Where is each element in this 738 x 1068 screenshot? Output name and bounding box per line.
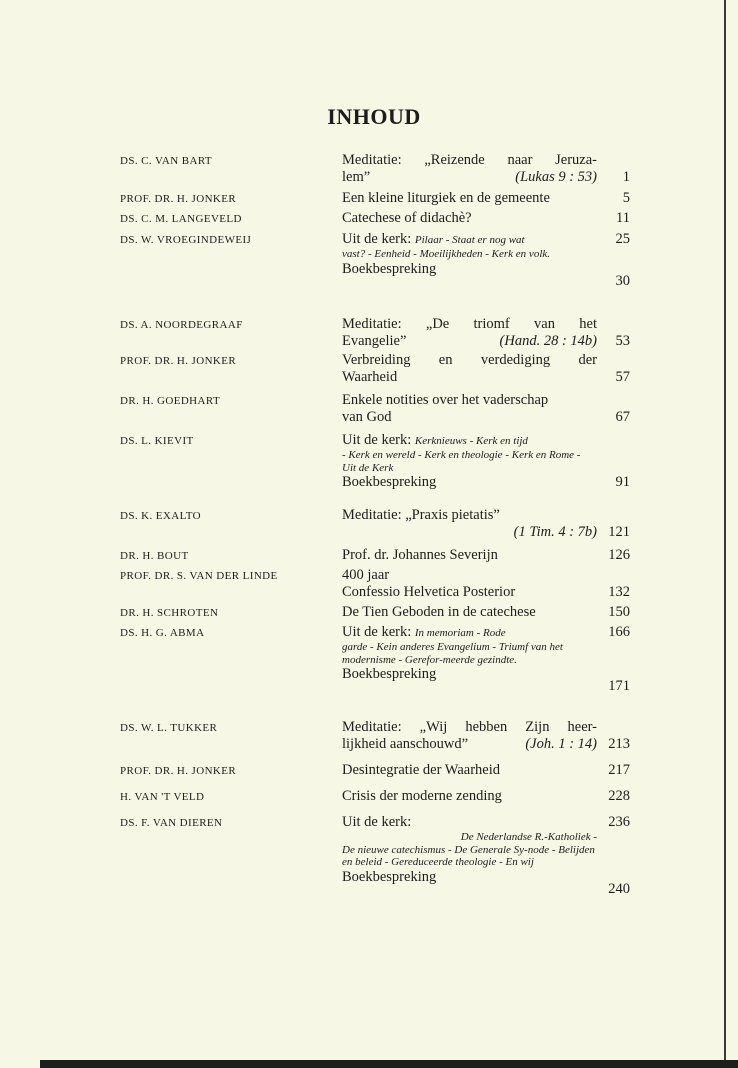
toc-title-line: Waarheid bbox=[342, 369, 398, 385]
toc-section-label: Uit de kerk: bbox=[342, 814, 412, 830]
page-bottom-edge bbox=[40, 1060, 738, 1068]
toc-title bbox=[342, 352, 597, 386]
toc-entry bbox=[120, 210, 630, 227]
toc-page-number: 166 171 bbox=[608, 624, 630, 694]
toc-topics: vast? - Eenheid - Moeilijkheden - Kerk en volk. bbox=[342, 248, 551, 260]
toc-title bbox=[342, 624, 597, 683]
toc-book-review: Boekbespreking bbox=[342, 474, 437, 490]
toc-author: DS. W. L. TUKKER bbox=[120, 722, 218, 734]
toc-topics: - Kerk en wereld - Kerk en theologie - Kerk en Rome - Uit de Kerk bbox=[342, 449, 581, 474]
toc-title-line: Enkele notities over het vaderschap bbox=[342, 392, 549, 408]
toc-title-line: Verbreiding en verdediging der bbox=[342, 352, 597, 368]
toc-reference: (Lukas 9 : 53) bbox=[515, 169, 597, 185]
toc-author: DS. K. EXALTO bbox=[120, 510, 201, 522]
toc-entry bbox=[120, 788, 630, 805]
toc-author: DS. H. G. ABMA bbox=[120, 627, 205, 639]
toc-page-number: 213 bbox=[608, 736, 630, 752]
toc-title bbox=[342, 231, 597, 278]
toc-author: DS. F. VAN DIEREN bbox=[120, 817, 223, 829]
toc-entry bbox=[120, 719, 630, 753]
toc-title bbox=[342, 316, 597, 350]
toc-page-number: 132 bbox=[608, 584, 630, 600]
toc-author: PROF. DR. H. JONKER bbox=[120, 355, 237, 367]
toc-title-line: Meditatie: „Praxis pietatis” bbox=[342, 507, 500, 523]
toc-section-label: Uit de kerk: bbox=[342, 624, 412, 640]
toc-page-number: 126 bbox=[608, 547, 630, 563]
toc-entry bbox=[120, 814, 630, 898]
toc-author: DR. H. SCHROTEN bbox=[120, 607, 219, 619]
toc-title bbox=[342, 507, 597, 541]
toc-title-line: lem” bbox=[342, 169, 371, 185]
toc-entry bbox=[120, 392, 630, 426]
toc-topics: In memoriam - Rode bbox=[414, 627, 506, 639]
toc-title-line: van God bbox=[342, 409, 392, 425]
toc-page-number: 121 bbox=[608, 524, 630, 540]
toc-author: PROF. DR. H. JONKER bbox=[120, 193, 237, 205]
toc-title-line: lijkheid aanschouwd” bbox=[342, 736, 469, 752]
toc-topics: De Nederlandse R.-Katholiek - bbox=[460, 831, 597, 843]
toc-topics: garde - Kein anderes Evangelium - Triumf van het modernisme - Gerefor-meerde gezindte. bbox=[342, 641, 563, 666]
toc-page-number: 11 bbox=[616, 210, 630, 226]
toc-reference: (1 Tim. 4 : 7b) bbox=[513, 524, 597, 540]
toc-author: DR. H. BOUT bbox=[120, 550, 189, 562]
toc-entry bbox=[120, 316, 630, 350]
toc-entry bbox=[120, 507, 630, 541]
table-of-contents bbox=[120, 152, 630, 898]
toc-topics: Kerknieuws - Kerk en tijd bbox=[414, 435, 528, 447]
page-title: INHOUD bbox=[327, 104, 421, 129]
toc-page-number: 5 bbox=[622, 190, 630, 206]
toc-title-line: 400 jaar bbox=[342, 567, 390, 583]
toc-entry bbox=[120, 231, 630, 290]
toc-title: Een kleine liturgiek en de gemeente bbox=[342, 190, 550, 206]
toc-entry bbox=[120, 352, 630, 386]
toc-title bbox=[342, 814, 597, 886]
toc-title: De Tien Geboden in de catechese bbox=[342, 604, 536, 620]
toc-entry bbox=[120, 190, 630, 207]
toc-title-line: Meditatie: „Wij hebben Zijn heer- bbox=[342, 719, 597, 735]
toc-author: PROF. DR. S. VAN DER LINDE bbox=[120, 570, 278, 582]
toc-page-number: 57 bbox=[615, 369, 630, 385]
toc-page-number: 228 bbox=[608, 788, 630, 804]
toc-title bbox=[342, 392, 597, 426]
toc-book-review: Boekbespreking bbox=[342, 260, 437, 277]
toc-page-number: 150 bbox=[608, 604, 630, 620]
toc-title bbox=[342, 152, 597, 186]
toc-topics: De nieuwe catechismus - De Generale Sy-node - Belijden en beleid - Gereduceerde theologie - En wij bbox=[342, 843, 595, 868]
toc-title: Desintegratie der Waarheid bbox=[342, 762, 500, 778]
toc-page-number: 1 bbox=[622, 169, 630, 185]
toc-page-number: 217 bbox=[608, 762, 630, 778]
toc-title: Crisis der moderne zending bbox=[342, 788, 502, 804]
toc-entry bbox=[120, 567, 630, 601]
toc-entry bbox=[120, 152, 630, 186]
toc-author: DS. W. VROEGINDEWEIJ bbox=[120, 234, 252, 246]
toc-page-number: 91 bbox=[615, 474, 630, 490]
toc-reference: (Hand. 28 : 14b) bbox=[499, 333, 597, 349]
toc-entry bbox=[120, 624, 630, 695]
toc-author: DR. H. GOEDHART bbox=[120, 395, 221, 407]
toc-title: Prof. dr. Johannes Severijn bbox=[342, 547, 498, 563]
toc-book-review: Boekbespreking bbox=[342, 868, 437, 885]
toc-entry bbox=[120, 432, 630, 491]
toc-section-label: Uit de kerk: bbox=[342, 432, 412, 448]
toc-topics: Pilaar - Staat er nog wat bbox=[414, 234, 525, 246]
toc-page-number: 67 bbox=[615, 409, 630, 425]
toc-title-line: Evangelie” bbox=[342, 333, 407, 349]
toc-page-number: 53 bbox=[615, 333, 630, 349]
toc-entry bbox=[120, 762, 630, 779]
toc-title-line: Confessio Helvetica Posterior bbox=[342, 584, 516, 600]
toc-section-label: Uit de kerk: bbox=[342, 231, 412, 247]
toc-title bbox=[342, 719, 597, 753]
toc-author: H. VAN 'T VELD bbox=[120, 791, 205, 803]
toc-author: DS. A. NOORDEGRAAF bbox=[120, 319, 243, 331]
toc-book-review: Boekbespreking bbox=[342, 666, 437, 682]
toc-reference: (Joh. 1 : 14) bbox=[525, 736, 597, 752]
toc-title bbox=[342, 432, 597, 491]
toc-title: Catechese of didachè? bbox=[342, 210, 472, 226]
toc-page-number: 25 30 bbox=[615, 231, 630, 289]
toc-author: PROF. DR. H. JONKER bbox=[120, 765, 237, 777]
toc-entry bbox=[120, 547, 630, 564]
toc-author: DS. C. VAN BART bbox=[120, 155, 213, 167]
toc-title-line: Meditatie: „Reizende naar Jeruza- bbox=[342, 152, 597, 168]
toc-title-line: Meditatie: „De triomf van het bbox=[342, 316, 597, 332]
page-right-edge bbox=[724, 0, 726, 1068]
toc-author: DS. L. KIEVIT bbox=[120, 435, 194, 447]
toc-author: DS. C. M. LANGEVELD bbox=[120, 213, 242, 225]
toc-page-number: 236 240 bbox=[608, 814, 630, 897]
toc-title bbox=[342, 567, 597, 601]
toc-entry bbox=[120, 604, 630, 621]
